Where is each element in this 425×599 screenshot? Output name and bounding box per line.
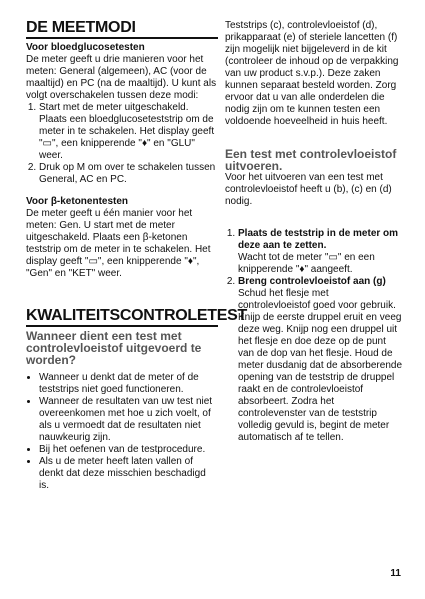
kwal-bullets-list [26, 372, 218, 492]
paragraph-ketonen: De meter geeft u één manier voor het meten: Gen. U start met de meter uitgeschakeld. Plaats een β-ketonen teststrip om de meter in te schakelen. Het display geeft "▭", een knipperende "♦", "Gen" en "KET" weer. [26, 208, 211, 279]
test-steps-list [225, 228, 403, 444]
list-item [238, 276, 403, 444]
step-text: Schud het flesje met controlevloeistof goed voor gebruik. Knijp de eerste druppel eruit en veeg deze weg. Knijp nog een druppel uit het flesje en doe deze op de punt van de dop van het flesje. Houd de meter dusdanig dat de absorberende opening van de teststrip de druppel raakt en de controlevloeistof absorbeert. Zodra het controlevenster van de teststrip volledig gevuld is, begint de meter automatisch af te tellen. [238, 288, 403, 443]
heading-ketonen: Voor β-ketonentesten [26, 196, 129, 207]
paragraph-test-intro: Voor het uitvoeren van een test met controlevloeistof heeft u (b), (c) en (d) nodig. [225, 172, 392, 207]
list-item: • Wanneer u denkt dat de meter of de teststrips niet goed functioneren. [39, 372, 218, 396]
list-item: • Bij het oefenen van de testprocedure. [39, 444, 218, 456]
list-item [238, 228, 403, 276]
bloed-steps-list [26, 102, 218, 186]
list-item: • Wanneer de resultaten van uw test niet overeenkomen met hoe u zich voelt, of als u vermoedt dat de resultaten niet nauwkeurig zijn. [39, 396, 218, 444]
section-title-meetmodi: DE MEETMODI [26, 20, 218, 39]
subheading-test-uitvoeren: Een test met controlevloeistof uitvoeren. [225, 147, 397, 173]
list-item: 1. Start met de meter uitgeschakeld. Plaats een bloedglucoseteststrip om de meter in te schakelen. Het display geeft "▭", een knipperende "♦" en "GLU" weer. [39, 102, 218, 162]
step-title: Plaats de teststrip in de meter om deze aan te zetten. [238, 228, 399, 251]
subheading-wanneer: Wanneer dient een test met controlevloeistof uitgevoerd te worden? [26, 329, 202, 367]
list-item: 2. Druk op M om over te schakelen tussen General, AC en PC. [39, 162, 218, 186]
heading-bloedglucose: Voor bloedglucosetesten [26, 42, 145, 53]
step-title: Breng controlevloeistof aan (g) [238, 276, 386, 287]
list-item: • Als u de meter heeft laten vallen of denkt dat deze misschien beschadigd is. [39, 456, 218, 492]
right-column [225, 20, 403, 444]
left-column [26, 19, 247, 492]
step-text: Wacht tot de meter "▭" en een knipperende "♦" aangeeft. [238, 252, 375, 275]
paragraph-bloed-intro: De meter geeft u drie manieren voor het meten: General (algemeen), AC (voor de maaltijd) en PC (na de maaltijd). U kunt als volgt overschakelen tussen deze modi: [26, 54, 217, 101]
page-number: 11 [390, 568, 401, 579]
section-title-kwaliteitscontrole: KWALITEITSCONTROLETEST [26, 308, 218, 327]
paragraph-kit-contents: Teststrips (c), controlevloeistof (d), prikapparaat (e) of steriele lancetten (f) zijn mogelijk niet bijgeleverd in de kit (controleer de inhoud op de verpakking van uw product s.v.p.). Deze zaken kunnen separaat besteld worden. Zorg ervoor dat u van alle onderdelen die nodig zijn om te kunnen testen een voldoende hoeveelheid in huis heeft. [225, 20, 399, 127]
